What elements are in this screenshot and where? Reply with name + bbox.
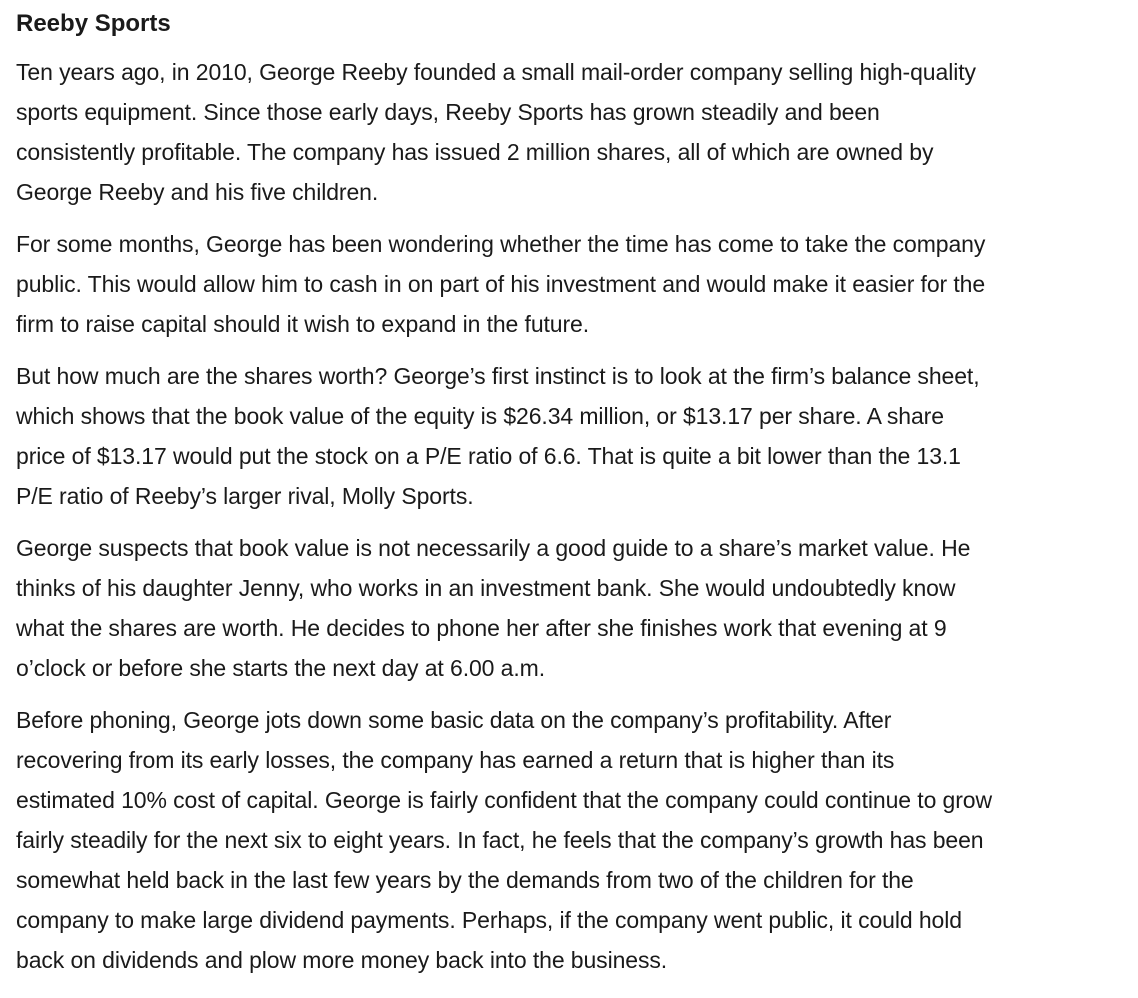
paragraph-line: public. This would allow him to cash in on part of his investment and would make it easier for the <box>16 271 986 297</box>
paragraph-line: thinks of his daughter Jenny, who works in an investment bank. She would undoubtedly know <box>16 575 956 601</box>
paragraph-line: company to make large dividend payments. Perhaps, if the company went public, it could hold <box>16 907 962 933</box>
paragraph-line: Ten years ago, in 2010, George Reeby founded a small mail-order company selling high-quality <box>16 59 976 85</box>
paragraph-line: sports equipment. Since those early days, Reeby Sports has grown steadily and been <box>16 99 880 125</box>
paragraph-line: But how much are the shares worth? George’s first instinct is to look at the firm’s balance sheet, <box>16 363 980 389</box>
paragraph-1 <box>16 52 1100 212</box>
paragraph-line: firm to raise capital should it wish to expand in the future. <box>16 311 590 337</box>
paragraph-4 <box>16 528 1100 688</box>
document-title: Reeby Sports <box>16 10 171 37</box>
paragraph-line: George suspects that book value is not necessarily a good guide to a share’s market value. He <box>16 535 971 561</box>
paragraph-line: recovering from its early losses, the company has earned a return that is higher than its <box>16 747 895 773</box>
paragraph-3 <box>16 356 1100 516</box>
paragraph-line: price of $13.17 would put the stock on a P/E ratio of 6.6. That is quite a bit lower than the 13.1 <box>16 443 961 469</box>
paragraph-line: For some months, George has been wondering whether the time has come to take the company <box>16 231 986 257</box>
paragraph-line: consistently profitable. The company has issued 2 million shares, all of which are owned by <box>16 139 934 165</box>
paragraph-2 <box>16 224 1100 344</box>
paragraph-line: estimated 10% cost of capital. George is fairly confident that the company could continue to grow <box>16 787 993 813</box>
paragraph-line: George Reeby and his five children. <box>16 179 379 205</box>
paragraph-line: somewhat held back in the last few years by the demands from two of the children for the <box>16 867 914 893</box>
paragraph-line: which shows that the book value of the equity is $26.34 million, or $13.17 per share. A share <box>16 403 944 429</box>
paragraph-line: back on dividends and plow more money back into the business. <box>16 947 668 973</box>
paragraph-line: fairly steadily for the next six to eight years. In fact, he feels that the company’s growth has been <box>16 827 984 853</box>
paragraph-line: o’clock or before she starts the next day at 6.00 a.m. <box>16 655 545 681</box>
paragraph-line: P/E ratio of Reeby’s larger rival, Molly Sports. <box>16 483 474 509</box>
paragraph-line: Before phoning, George jots down some basic data on the company’s profitability. After <box>16 707 892 733</box>
paragraph-line: what the shares are worth. He decides to phone her after she finishes work that evening at 9 <box>16 615 947 641</box>
paragraph-5 <box>16 700 1100 980</box>
